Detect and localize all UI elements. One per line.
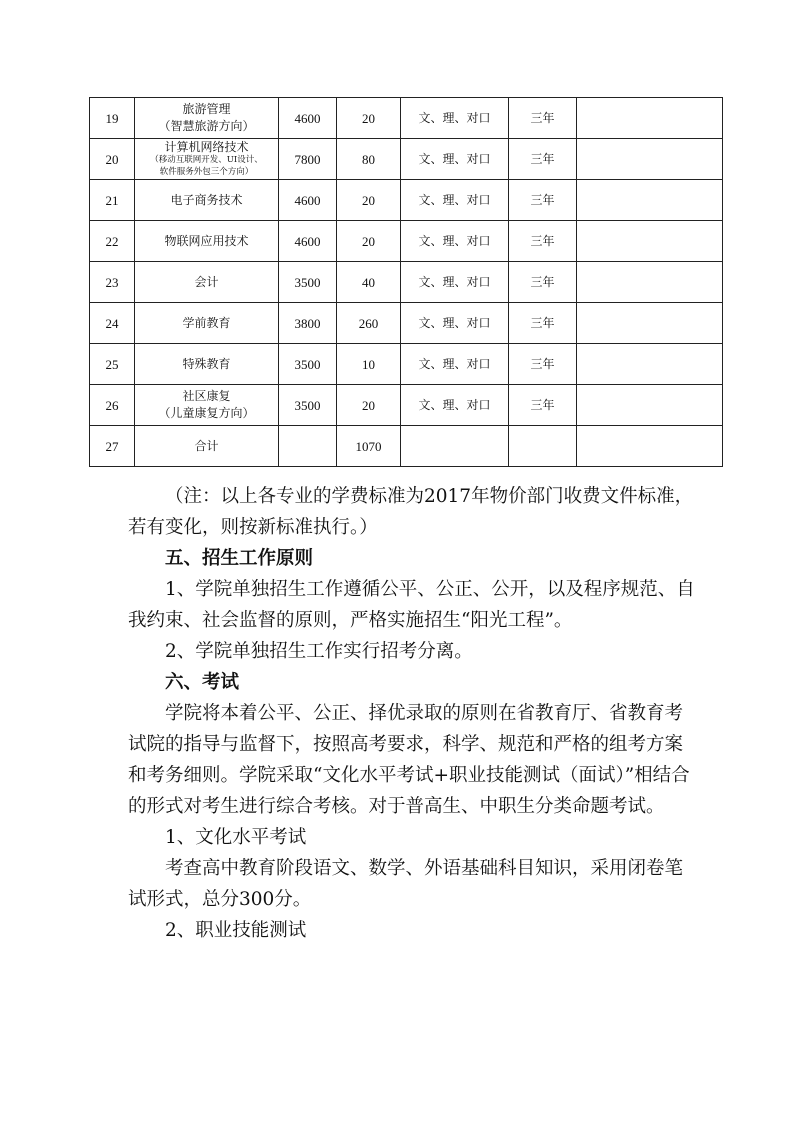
duration: 三年 bbox=[509, 344, 577, 385]
total-label: 合计 bbox=[135, 426, 279, 467]
subjects bbox=[401, 426, 509, 467]
major-name: 学前教育 bbox=[135, 303, 279, 344]
table-total-row bbox=[90, 426, 723, 467]
total-plan: 1070 bbox=[337, 426, 401, 467]
tuition-fee: 7800 bbox=[279, 139, 337, 180]
table-row bbox=[90, 98, 723, 139]
duration: 三年 bbox=[509, 139, 577, 180]
major-name: 电子商务技术 bbox=[135, 180, 279, 221]
majors-table bbox=[89, 97, 723, 467]
document-body bbox=[128, 481, 698, 946]
section-heading-recruitment-principles: 五、招生工作原则 bbox=[165, 548, 314, 569]
remarks bbox=[577, 262, 723, 303]
enrollment-plan: 20 bbox=[337, 180, 401, 221]
major-name: 旅游管理 （智慧旅游方向） bbox=[135, 98, 279, 139]
row-number: 25 bbox=[90, 344, 135, 385]
duration: 三年 bbox=[509, 221, 577, 262]
duration: 三年 bbox=[509, 303, 577, 344]
enrollment-plan: 20 bbox=[337, 98, 401, 139]
subjects: 文、理、对口 bbox=[401, 385, 509, 426]
major-name: 会计 bbox=[135, 262, 279, 303]
subjects: 文、理、对口 bbox=[401, 139, 509, 180]
tuition-fee: 3500 bbox=[279, 344, 337, 385]
remarks bbox=[577, 426, 723, 467]
tuition-fee: 3500 bbox=[279, 262, 337, 303]
duration: 三年 bbox=[509, 262, 577, 303]
row-number: 26 bbox=[90, 385, 135, 426]
duration: 三年 bbox=[509, 385, 577, 426]
remarks bbox=[577, 344, 723, 385]
tuition-fee: 4600 bbox=[279, 221, 337, 262]
subjects: 文、理、对口 bbox=[401, 344, 509, 385]
enrollment-plan: 40 bbox=[337, 262, 401, 303]
paragraph: 学院将本着公平、公正、择优录取的原则在省教育厅、省教育考试院的指导与监督下，按照高考要求，科学、规范和严格的组考方案和考务细则。学院采取“文化水平考试+职业技能测试（面试）”相结合的形式对考生进行综合考核。对于普高生、中职生分类命题考试。 bbox=[128, 703, 690, 817]
paragraph: 1、学院单独招生工作遵循公平、公正、公开，以及程序规范、自我约束、社会监督的原则，严格实施招生“阳光工程”。 bbox=[128, 579, 695, 631]
major-name: 物联网应用技术 bbox=[135, 221, 279, 262]
row-number: 20 bbox=[90, 139, 135, 180]
subjects: 文、理、对口 bbox=[401, 262, 509, 303]
subjects: 文、理、对口 bbox=[401, 180, 509, 221]
tuition-fee: 4600 bbox=[279, 98, 337, 139]
table-row bbox=[90, 344, 723, 385]
table-row bbox=[90, 180, 723, 221]
enrollment-plan: 260 bbox=[337, 303, 401, 344]
subheading-skills-test: 2、职业技能测试 bbox=[165, 920, 307, 941]
subheading-culture-exam: 1、文化水平考试 bbox=[165, 827, 307, 848]
remarks bbox=[577, 139, 723, 180]
major-name: 特殊教育 bbox=[135, 344, 279, 385]
tuition-fee: 4600 bbox=[279, 180, 337, 221]
enrollment-plan: 20 bbox=[337, 221, 401, 262]
remarks bbox=[577, 303, 723, 344]
duration: 三年 bbox=[509, 98, 577, 139]
row-number: 23 bbox=[90, 262, 135, 303]
remarks bbox=[577, 98, 723, 139]
row-number: 21 bbox=[90, 180, 135, 221]
paragraph: 考查高中教育阶段语文、数学、外语基础科目知识，采用闭卷笔试形式，总分300分。 bbox=[128, 858, 684, 910]
table-footnote: （注：以上各专业的学费标准为2017年物价部门收费文件标准，若有变化，则按新标准执行。） bbox=[128, 486, 694, 538]
enrollment-plan: 80 bbox=[337, 139, 401, 180]
enrollment-plan: 20 bbox=[337, 385, 401, 426]
duration bbox=[509, 426, 577, 467]
row-number: 19 bbox=[90, 98, 135, 139]
row-number: 22 bbox=[90, 221, 135, 262]
table-row bbox=[90, 303, 723, 344]
subjects: 文、理、对口 bbox=[401, 98, 509, 139]
tuition-fee bbox=[279, 426, 337, 467]
remarks bbox=[577, 221, 723, 262]
section-heading-exam: 六、考试 bbox=[165, 672, 240, 693]
tuition-fee: 3500 bbox=[279, 385, 337, 426]
row-number: 27 bbox=[90, 426, 135, 467]
duration: 三年 bbox=[509, 180, 577, 221]
row-number: 24 bbox=[90, 303, 135, 344]
remarks bbox=[577, 385, 723, 426]
table-row bbox=[90, 385, 723, 426]
major-name: 社区康复 （儿童康复方向） bbox=[135, 385, 279, 426]
tuition-fee: 3800 bbox=[279, 303, 337, 344]
table-row bbox=[90, 262, 723, 303]
table-row bbox=[90, 221, 723, 262]
table-row bbox=[90, 139, 723, 180]
subjects: 文、理、对口 bbox=[401, 221, 509, 262]
paragraph: 2、学院单独招生工作实行招考分离。 bbox=[165, 641, 473, 662]
enrollment-plan: 10 bbox=[337, 344, 401, 385]
subjects: 文、理、对口 bbox=[401, 303, 509, 344]
remarks bbox=[577, 180, 723, 221]
major-name: 计算机网络技术 （移动互联网开发、UI设计、 软件服务外包三个方向） bbox=[135, 139, 279, 180]
